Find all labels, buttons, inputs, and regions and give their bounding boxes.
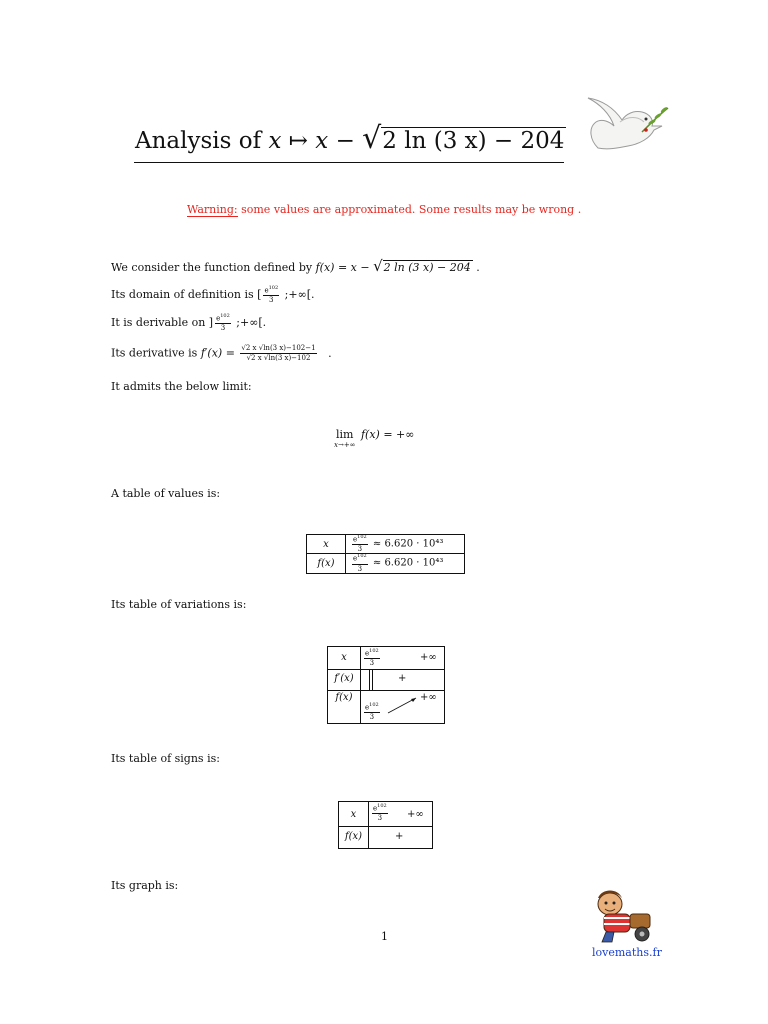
limit-result: f(x) = +∞ <box>360 428 415 441</box>
title-sqrt: √ 2 ln (3 x) − 204 <box>362 121 565 156</box>
derivative-lhs: f′(x) = <box>200 346 235 360</box>
table-row <box>307 554 465 573</box>
table-cell-value: $\frac{e^{102}}{3}$ ≈ 6.620 · 10⁴³ <box>346 535 465 554</box>
values-heading: A table of values is: <box>111 487 221 500</box>
warning-label: Warning: <box>187 203 238 216</box>
function-sqrt: √ 2 ln (3 x) − 204 <box>373 257 471 275</box>
fraction-base: e <box>264 286 269 295</box>
warning-notice <box>187 203 581 216</box>
title-prefix: Analysis of <box>135 128 262 154</box>
fraction-exponent: 102 <box>268 285 279 291</box>
derivability-tail: ;+∞[. <box>236 316 267 330</box>
variations-row-x: x <box>341 652 347 663</box>
table-cell-label: f(x) <box>307 554 346 573</box>
derivative-numerator: √2 x √ln(3 x)−102−1 <box>241 344 316 352</box>
table-cell-value: $\frac{e^{102}}{3}$ ≈ 6.620 · 10⁴³ <box>346 554 465 573</box>
derivative-fraction <box>240 345 316 362</box>
domain-tail: ;+∞[. <box>284 288 315 302</box>
domain-statement <box>111 286 315 304</box>
function-radicand: 2 ln (3 x) − 204 <box>383 261 471 274</box>
derivability-fraction <box>215 314 231 332</box>
fraction-base: e <box>216 314 221 323</box>
variations-x-start: $\frac{e^{102}}{3}$ <box>365 648 379 668</box>
title-map: x ↦ x − <box>268 128 355 154</box>
table-cell-label: x <box>307 535 346 554</box>
function-definition-text: We consider the function defined by <box>111 261 313 274</box>
variations-f-start: $\frac{e^{102}}{3}$ <box>365 702 379 722</box>
derivative-statement <box>111 345 332 362</box>
function-definition-end: . <box>476 261 480 274</box>
values-table <box>306 534 465 574</box>
derivative-text: Its derivative is <box>111 346 198 360</box>
domain-fraction <box>263 286 279 304</box>
limit-expression <box>334 428 415 449</box>
fraction-exponent: 102 <box>220 313 230 319</box>
dove-illustration <box>580 92 670 164</box>
title-radicand: 2 ln (3 x) − 204 <box>382 128 565 154</box>
fraction-denominator: 3 <box>269 296 274 305</box>
signs-row-x: x <box>350 809 357 820</box>
variations-x-end: +∞ <box>420 652 437 663</box>
signs-heading: Its table of signs is: <box>111 752 220 765</box>
variations-f-end: +∞ <box>420 692 437 703</box>
variations-row-f: f(x) <box>335 692 353 703</box>
domain-text: Its domain of definition is [ <box>111 288 262 302</box>
derivability-statement <box>111 314 266 332</box>
page-number: 1 <box>381 930 388 943</box>
variations-table <box>327 646 445 724</box>
warning-text: some values are approximated. Some results may be wrong . <box>241 203 582 216</box>
function-definition <box>111 259 480 274</box>
derivative-end: . <box>328 346 332 360</box>
graph-heading: Its graph is: <box>111 879 179 892</box>
limit-operator: lim <box>336 428 354 441</box>
table-row <box>307 535 465 554</box>
limit-heading: It admits the below limit: <box>111 380 252 393</box>
signs-sign: + <box>395 831 404 842</box>
signs-x-end: +∞ <box>407 809 424 820</box>
signs-table <box>338 801 433 849</box>
derivative-denominator: √2 x √ln(3 x)−102 <box>246 354 311 362</box>
signs-x-start: $\frac{e^{102}}{3}$ <box>373 803 387 823</box>
variations-row-fprime: f′(x) <box>334 673 354 684</box>
variations-heading: Its table of variations is: <box>111 598 247 611</box>
signs-row-f: f(x) <box>344 831 363 842</box>
title-underline <box>134 162 564 163</box>
variations-sign: + <box>398 673 407 684</box>
increasing-arrow-icon <box>386 695 420 715</box>
site-link[interactable]: lovemaths.fr <box>592 946 662 959</box>
mascot-illustration <box>590 886 660 946</box>
fraction-denominator: 3 <box>220 324 226 333</box>
page-title <box>135 121 566 156</box>
function-expression: f(x) = x − <box>315 261 370 274</box>
limit-subscript: x→+∞ <box>334 441 356 449</box>
derivability-text: It is derivable on ] <box>111 316 214 330</box>
